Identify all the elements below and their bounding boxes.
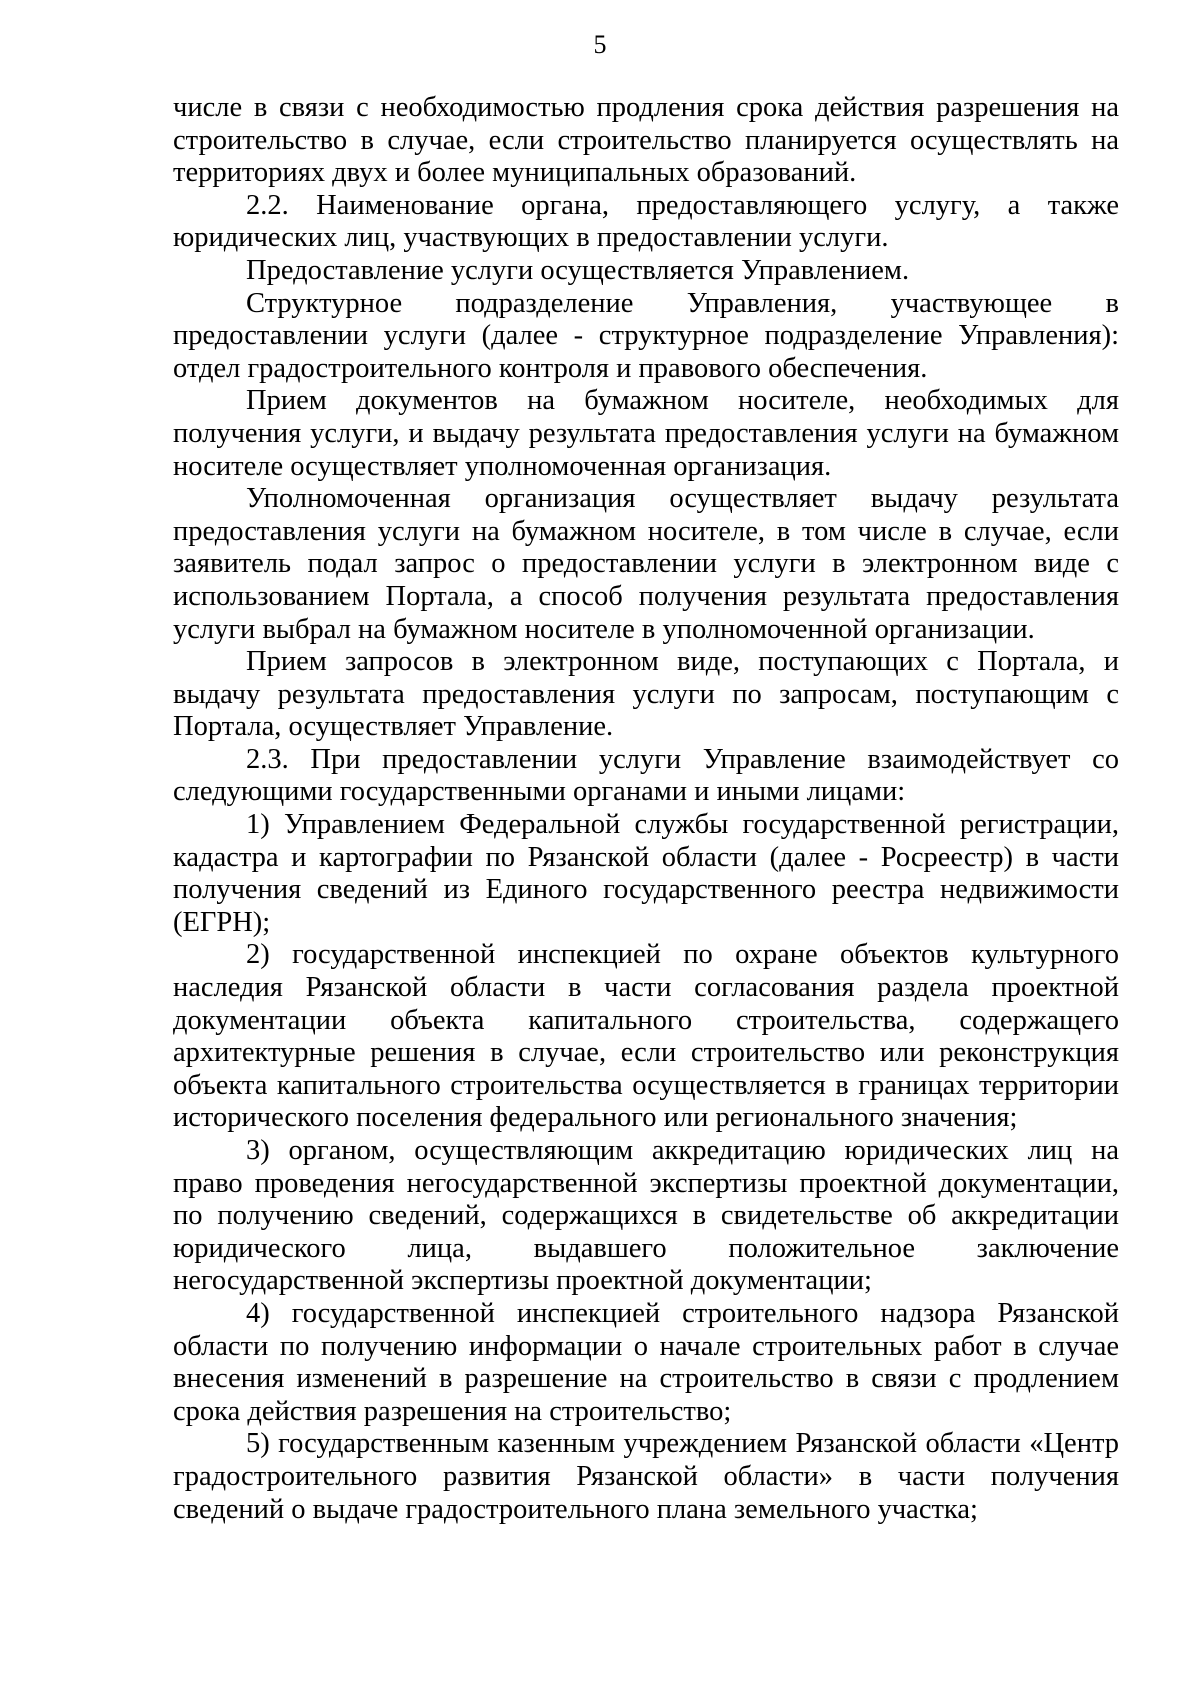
paragraph: Структурное подразделение Управления, участвующее в предоставлении услуги (далее - структурное подразделение Управления): отдел градостроительного контроля и правового обеспечения. (173, 287, 1119, 384)
paragraph-section-2-2: 2.2. Наименование органа, предоставляющего услугу, а также юридических лиц, участвующих в предоставлении услуги. (173, 189, 1119, 254)
document-body (173, 92, 1119, 1526)
list-item-5: 5) государственным казенным учреждением Рязанской области «Центр градостроительного развития Рязанской области» в части получения сведений о выдаче градостроительного плана земельного участка; (173, 1428, 1119, 1525)
list-item-1: 1) Управлением Федеральной службы государственной регистрации, кадастра и картографии по Рязанской области (далее - Росреестр) в части получения сведений из Единого государственного реестра недвижимости (ЕГРН); (173, 809, 1119, 938)
paragraph: Прием запросов в электронном виде, поступающих с Портала, и выдачу результата предоставления услуги по запросам, поступающим с Портала, осуществляет Управление. (173, 646, 1119, 743)
page-number: 5 (593, 30, 607, 59)
list-item-4: 4) государственной инспекцией строительного надзора Рязанской области по получению информации о начале строительных работ в случае внесения изменений в разрешение на строительство в связи с продлением срока действия разрешения на строительство; (173, 1297, 1119, 1427)
paragraph-continuation: числе в связи с необходимостью продления срока действия разрешения на строительство в случае, если строительство планируется осуществлять на территориях двух и более муниципальных образований. (173, 92, 1119, 189)
paragraph-section-2-3: 2.3. При предоставлении услуги Управление взаимодействует со следующими государственными органами и иными лицами: (173, 743, 1119, 808)
list-item-2: 2) государственной инспекцией по охране объектов культурного наследия Рязанской области в части согласования раздела проектной документации объекта капитального строительства, содержащего архитектурные решения в случае, если строительство или реконструкция объекта капитального строительства осуществляется в границах территории исторического поселения федерального или регионального значения; (173, 939, 1119, 1134)
list-item-3: 3) органом, осуществляющим аккредитацию юридических лиц на право проведения негосударственной экспертизы проектной документации, по получению сведений, содержащихся в свидетельстве об аккредитации юридического лица, выдавшего положительное заключение негосударственной экспертизы проектной документации; (173, 1135, 1119, 1297)
paragraph: Уполномоченная организация осуществляет выдачу результата предоставления услуги на бумажном носителе, в том числе в случае, если заявитель подал запрос о предоставлении услуги в электронном виде с использованием Портала, а способ получения результата предоставления услуги выбрал на бумажном носителе в уполномоченной организации. (173, 483, 1119, 645)
paragraph: Предоставление услуги осуществляется Управлением. (246, 254, 910, 286)
paragraph: Прием документов на бумажном носителе, необходимых для получения услуги, и выдачу результата предоставления услуги на бумажном носителе осуществляет уполномоченная организация. (173, 385, 1119, 482)
